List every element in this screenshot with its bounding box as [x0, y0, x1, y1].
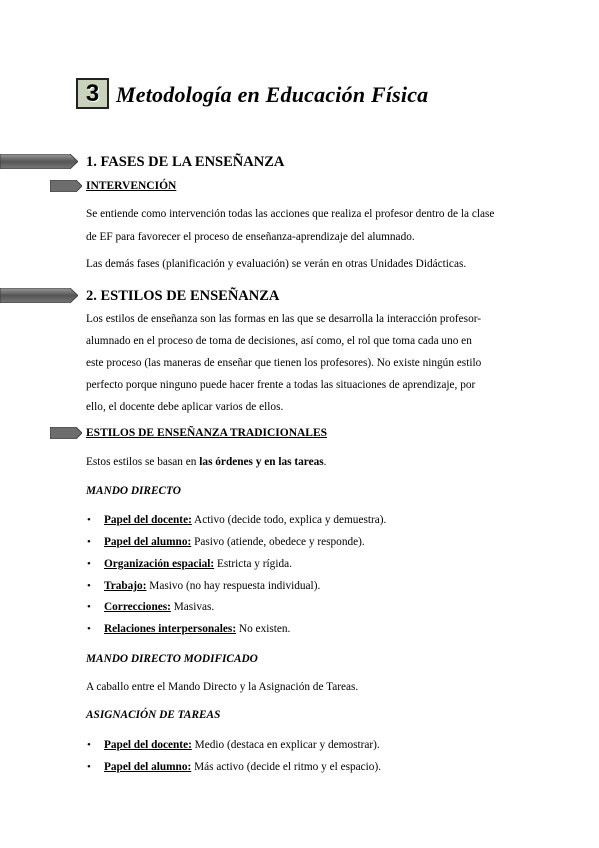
paragraph-line: de EF para favorecer el proceso de enseñanza-aprendizaje del alumnado. [86, 231, 415, 243]
paragraph-line: Los estilos de enseñanza son las formas en las que se desarrolla la interacción profesor- [86, 313, 482, 325]
paragraph: Las demás fases (planificación y evaluación) se verán en otras Unidades Didácticas. [86, 258, 467, 270]
chapter-number-box: 3 [76, 78, 109, 109]
chapter-title: Metodología en Educación Física [116, 82, 429, 107]
paragraph-line: ello, el docente debe aplicar varios de ellos. [86, 401, 284, 413]
bullet: • [87, 623, 91, 635]
list-item: Papel del docente: Medio (destaca en explicar y demostrar). [104, 739, 380, 751]
bullet: • [87, 739, 91, 751]
paragraph-line: este proceso (las maneras de enseñar que tienen los profesores). No existe ningún estilo [86, 357, 482, 369]
list-item: Correcciones: Masivas. [104, 601, 215, 613]
bullet: • [87, 580, 91, 592]
style-title-mando-modificado: MANDO DIRECTO MODIFICADO [86, 653, 258, 665]
paragraph: A caballo entre el Mando Directo y la Asignación de Tareas. [86, 681, 359, 693]
section-arrow-bar [0, 154, 78, 169]
paragraph-line: alumnado en el proceso de toma de decisiones, así como, el rol que toma cada uno en [86, 335, 472, 347]
subheading-tradicionales: ESTILOS DE ENSEÑANZA TRADICIONALES [86, 427, 328, 439]
section-heading-fases: 1. FASES DE LA ENSEÑANZA [86, 154, 285, 170]
bullet: • [87, 514, 91, 526]
bullet: • [87, 558, 91, 570]
style-title-mando-directo: MANDO DIRECTO [86, 485, 181, 497]
intro-paragraph: Estos estilos se basan en las órdenes y en las tareas. [86, 456, 327, 468]
bullet: • [87, 601, 91, 613]
bullet: • [87, 536, 91, 548]
subsection-arrow-bar [50, 427, 82, 439]
section-heading-estilos: 2. ESTILOS DE ENSEÑANZA [86, 288, 280, 304]
bullet: • [87, 761, 91, 773]
subheading-intervencion: INTERVENCIÓN [86, 180, 177, 192]
subsection-arrow-bar [50, 180, 82, 192]
list-item: Organización espacial: Estricta y rígida. [104, 558, 292, 570]
style-title-asignacion: ASIGNACIÓN DE TAREAS [86, 709, 221, 721]
list-item: Trabajo: Masivo (no hay respuesta individual). [104, 580, 321, 592]
list-item: Papel del alumno: Pasivo (atiende, obedece y responde). [104, 536, 365, 548]
list-item: Relaciones interpersonales: No existen. [104, 623, 291, 635]
section-arrow-bar [0, 288, 78, 303]
paragraph-line: Se entiende como intervención todas las acciones que realiza el profesor dentro de la clase [86, 208, 495, 220]
list-item: Papel del docente: Activo (decide todo, explica y demuestra). [104, 514, 387, 526]
list-item: Papel del alumno: Más activo (decide el ritmo y el espacio). [104, 761, 382, 773]
paragraph-line: perfecto porque ninguno puede hacer frente a todas las situaciones de aprendizaje, por [86, 379, 476, 391]
